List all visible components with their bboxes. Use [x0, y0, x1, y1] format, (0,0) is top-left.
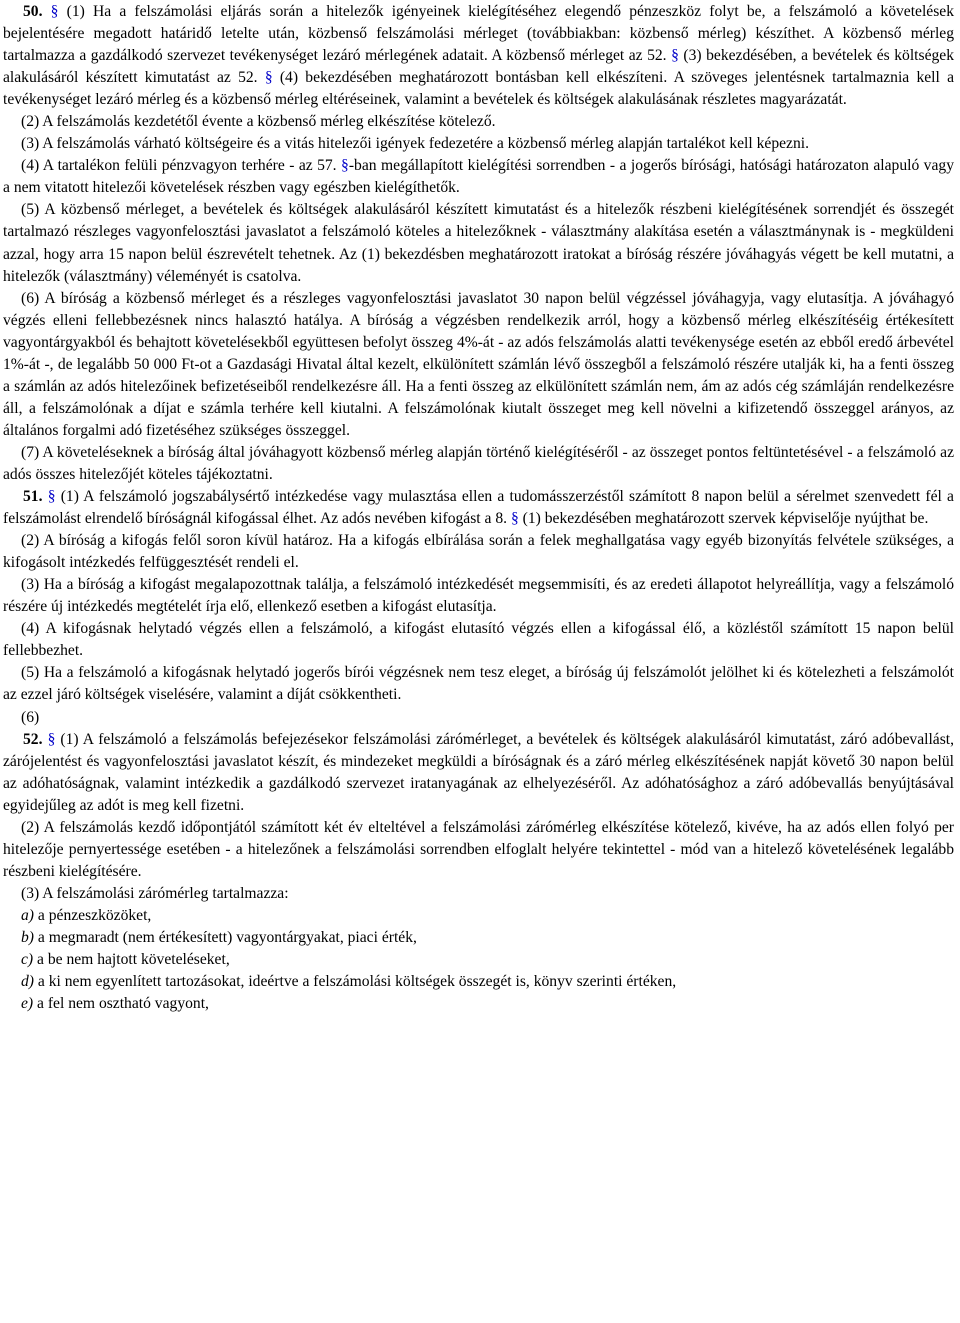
list-item-label: c): [21, 951, 34, 969]
section-number: 50.: [23, 3, 43, 20]
section-number: 52.: [23, 730, 43, 748]
list-item: [3, 905, 954, 927]
list-item-text: a pénzeszközöket,: [37, 906, 152, 924]
section-51-paragraph-3: (3) Ha a bíróság a kifogást megalapozottnak találja, a felszámoló intézkedését megsemmisíti, és az eredeti állapotot helyreállítja, vagy a felszámoló részére új intézkedés megtételét írja elő, ellenkező esetben a kifogást elutasítja.: [3, 576, 954, 616]
list-item: [3, 993, 954, 1015]
section-52-paragraph-3: (3) A felszámolási zárómérleg tartalmazza:: [21, 884, 289, 902]
section-mark: §: [510, 510, 519, 528]
list-item-label: d): [21, 973, 34, 991]
section-52-paragraph-2: (2) A felszámolás kezdő időpontjától számított két év elteltével a felszámolási zárómérleg elkészítése kötelező, kivéve, ha az adós ellen folyó per hitelezője pernyertessége esetében - a hitelezőnek a felszámolási sorrendben elfoglalt helyére tekintettel - mód van a hitelező követelésének legalább részbeni kielégítésére.: [3, 818, 954, 880]
section-50-paragraph-4: (4) A tartalékon felüli pénzvagyon terhére - az 57. §-ban megállapított kielégítési sorrendben - a jogerős bírósági, hatósági határozaton alapuló vagy a nem vitatott hitelezői követelések részben vagy egészben kielégíthetők.: [3, 157, 954, 197]
section-51-paragraph-6: (6): [21, 708, 40, 726]
list-item-label: e): [21, 995, 34, 1013]
section-50-paragraph-6: (6) A bíróság a közbenső mérleget és a részleges vagyonfelosztási javaslatot 30 napon belül végzéssel jóváhagyja, vagy elutasítja. A jóváhagyó végzés elleni fellebbezésnek nincs halasztó hatálya. A bíróság a végzésben rendelkezik arról, hogy a közbenső mérleg elkészítéséig értékesített vagyontárgyakból és behajtott követelésekből együttesen befolyt összeg 4%-át - az adós felszámolás alatti tevékenysége esetén az ebből eredő árbevétel 1%-át -, de legalább 50 000 Ft-ot a Gazdasági Hivatal által kezelt, elkülönített számlán lévő összegből a felszámoló részére utalják ki, ha a fenti összeg a számlán az adós hitelezőinek befizetéseiből rendelkezésre áll. Ha a fenti összeg az elkülönített számlán nem, ám az adós cég számláján rendelkezésre áll, a felszámolónak a díjat e számla terhére kell kiutalni. A felszámolónak kiutalt összeget meg kell növelni a kifizetendő összeggel arányos, az általános forgalmi adó fizetéséhez szükséges összeggel.: [3, 289, 954, 439]
section-52-paragraph-1: 52. § (1) A felszámoló a felszámolás befejezésekor felszámolási zárómérleget, a bevételek és költségek alakulásáról kimutatást, záró adóbevallást, zárójelentést és vagyonfelosztási javaslatot készít, és mindezeket megküldi a bíróságnak és a záró mérleg elkészítésének napját követő 30 napon belül az adóhatóságnak, valamint intézkedik a gazdálkodó szervezet iratanyagának az elhelyezéséről. Az adóhatósághoz a záró adóbevallás benyújtásával egyidejűleg az adót is meg kell fizetni.: [3, 730, 955, 814]
section-mark: §: [47, 488, 56, 506]
section-50-paragraph-7: (7) A követeléseknek a bíróság által jóváhagyott közbenső mérleg alapján történő kielégítéséről - az összeget pontos feltüntetésével - a felszámoló az adós összes hitelezőjét köteles tájékoztatni.: [3, 443, 954, 483]
section-mark: §: [341, 157, 349, 175]
section-number: 51.: [23, 488, 43, 506]
section-51-paragraph-1: 51. § (1) A felszámoló jogszabálysértő intézkedése vagy mulasztása ellen a tudomásszerzéstől számított 8 napon belül a sérelmet szenvedett fél a felszámolást elrendelő bíróságnál kifogással élhet. Az adós nevében kifogást a 8. § (1) bekezdésében meghatározott szervek képviselője nyújthat be.: [3, 488, 954, 528]
list-item-text: a fel nem osztható vagyont,: [37, 995, 209, 1013]
section-50-paragraph-5: (5) A közbenső mérleget, a bevételek és költségek alakulásáról készített kimutatást és a hitelezők részbeni kielégítésének sorrendjét és összegét tartalmazó részleges vagyonfelosztási javaslatot a felszámoló köteles a hitelezőknek - választmány alakítása esetén a választmánynak is - megküldeni azzal, hogy arra 15 napon belül észrevételt tehetnek. Az (1) bekezdésben meghatározott iratokat a bíróság részére jóváhagyás végett be kell mutatni, a hitelezők (választmány) véleményét is csatolva.: [3, 201, 954, 285]
section-mark: §: [671, 47, 679, 65]
list-item: [3, 927, 954, 949]
section-50-paragraph-2: (2) A felszámolás kezdetétől évente a közbenső mérleg elkészítése kötelező.: [21, 113, 496, 131]
section-51-paragraph-4: (4) A kifogásnak helytadó végzés ellen a felszámoló, a kifogást elutasító végzés ellen a kifogással élő, a közléstől számított 15 napon belül fellebbezhet.: [3, 620, 954, 660]
section-mark: §: [50, 3, 59, 20]
section-50-paragraph-3: (3) A felszámolás várható költségeire és a vitás hitelezői igények fedezetére a közbenső mérleg alapján tartalékot kell képezni.: [21, 135, 810, 153]
list-item-text: a be nem hajtott követeléseket,: [37, 951, 230, 969]
list-item: [3, 949, 954, 971]
list-item-label: b): [21, 928, 34, 946]
section-mark: §: [264, 69, 273, 87]
list-item-text: a megmaradt (nem értékesített) vagyontárgyakat, piaci érték,: [37, 928, 417, 946]
list-item-label: a): [21, 906, 34, 924]
section-51-paragraph-2: (2) A bíróság a kifogás felől soron kívül határoz. Ha a kifogás elbírálása során a felek meghallgatása vagy egyéb bizonyítás felvétele szükséges, a kifogásolt intézkedés felfüggesztését rendeli el.: [3, 532, 954, 572]
section-50-paragraph-1: 50. § (1) Ha a felszámolási eljárás során a hitelezők igényeinek kielégítéséhez elegendő pénzeszköz folyt be, a felszámoló a követelések bejelentésére megadott határidő letelte után, közbenső felszámolási mérleget (továbbiakban: közbenső mérleg) készíthet. A közbenső mérleg tartalmazza a gazdálkodó szervezet tevékenységet lezáró mérlegének adatait. A közbenső mérleget az 52. § (3) bekezdésében, a bevételek és költségek alakulásáról készített kimutatást az 52. § (4) bekezdésében meghatározott bontásban kell elkészíteni. A szöveges jelentésnek tartalmaznia kell a tevékenységet lezáró mérleg és a közbenső mérleg eltéréseinek, valamint a bevételek és költségek alakulásának részletes magyarázatát.: [3, 3, 955, 109]
section-51-paragraph-5: (5) Ha a felszámoló a kifogásnak helytadó jogerős bírói végzésnek nem tesz eleget, a bíróság új felszámolót jelölhet ki és kötelezheti a felszámolót az ezzel járó költségek viselésére, valamint a díját csökkentheti.: [3, 664, 954, 704]
list-item: [3, 971, 954, 993]
section-mark: §: [47, 730, 56, 748]
list-item-text: a ki nem egyenlített tartozásokat, ideértve a felszámolási költségek összegét is, könyv szerinti értéken,: [37, 973, 677, 991]
